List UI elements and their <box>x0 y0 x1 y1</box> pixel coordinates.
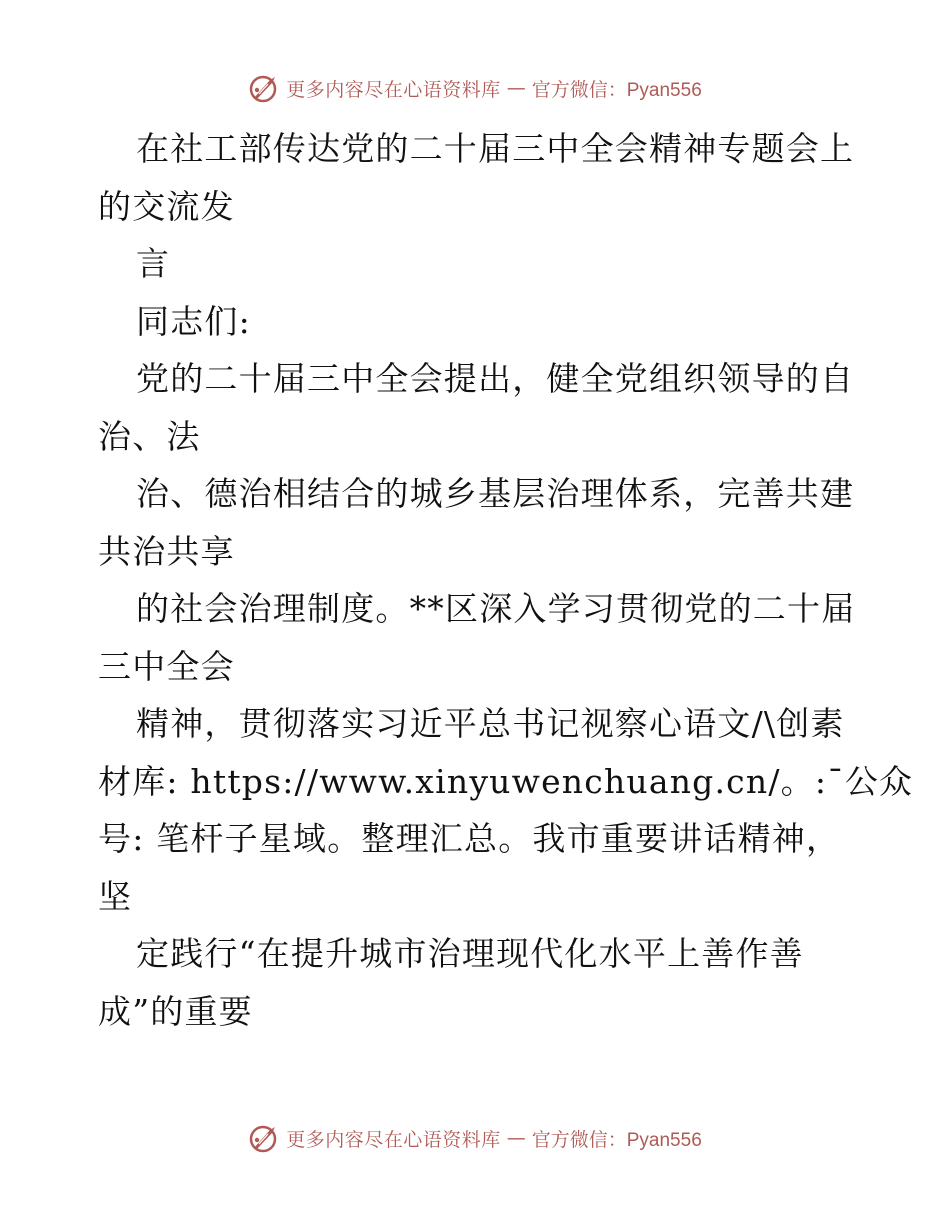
footer-watermark-banner <box>0 1122 950 1154</box>
quill-pen-logo-icon <box>248 72 280 104</box>
document-line: 共治共享 <box>98 531 235 571</box>
header-banner-text: 更多内容尽在心语资料库 <box>286 78 501 101</box>
document-line: 精神，贯彻落实习近平总书记视察心语文/\创素 <box>136 704 845 743</box>
document-line: 治、德治相结合的城乡基层治理体系，完善共建 <box>136 474 855 513</box>
header-banner-wechat: 官方微信：Pyan556 <box>531 79 702 101</box>
document-line: 同志们: <box>136 301 251 341</box>
footer-banner-wechat: 官方微信：Pyan556 <box>531 1129 702 1151</box>
footer-banner-text: 更多内容尽在心语资料库 <box>286 1128 501 1151</box>
document-line: 在社工部传达党的二十届三中全会精神专题会上 <box>136 129 855 168</box>
footer-banner-separator: — <box>506 1127 526 1149</box>
document-line: 成”的重要 <box>98 991 253 1031</box>
document-line: 定践行“在提升城市治理现代化水平上善作善 <box>136 934 804 973</box>
document-line: 治、法 <box>98 416 201 456</box>
document-line: 言 <box>136 244 171 283</box>
document-line: 三中全会 <box>98 646 235 686</box>
header-watermark-banner <box>0 72 950 104</box>
document-line: 材库: https://www.xinyuwenchuang.cn/。:¯公众 <box>98 761 914 801</box>
document-body <box>98 120 914 1040</box>
document-line: 坚 <box>98 876 133 916</box>
document-line: 号: 笔杆子星域。整理汇总。我市重要讲话精神， <box>98 819 841 858</box>
header-banner-separator: — <box>506 77 526 99</box>
document-line: 党的二十届三中全会提出，健全党组织领导的自 <box>136 359 855 398</box>
document-line: 的社会治理制度。**区深入学习贯彻党的二十届 <box>136 589 856 628</box>
document-line: 的交流发 <box>98 186 235 226</box>
quill-pen-logo-icon <box>248 1122 280 1154</box>
